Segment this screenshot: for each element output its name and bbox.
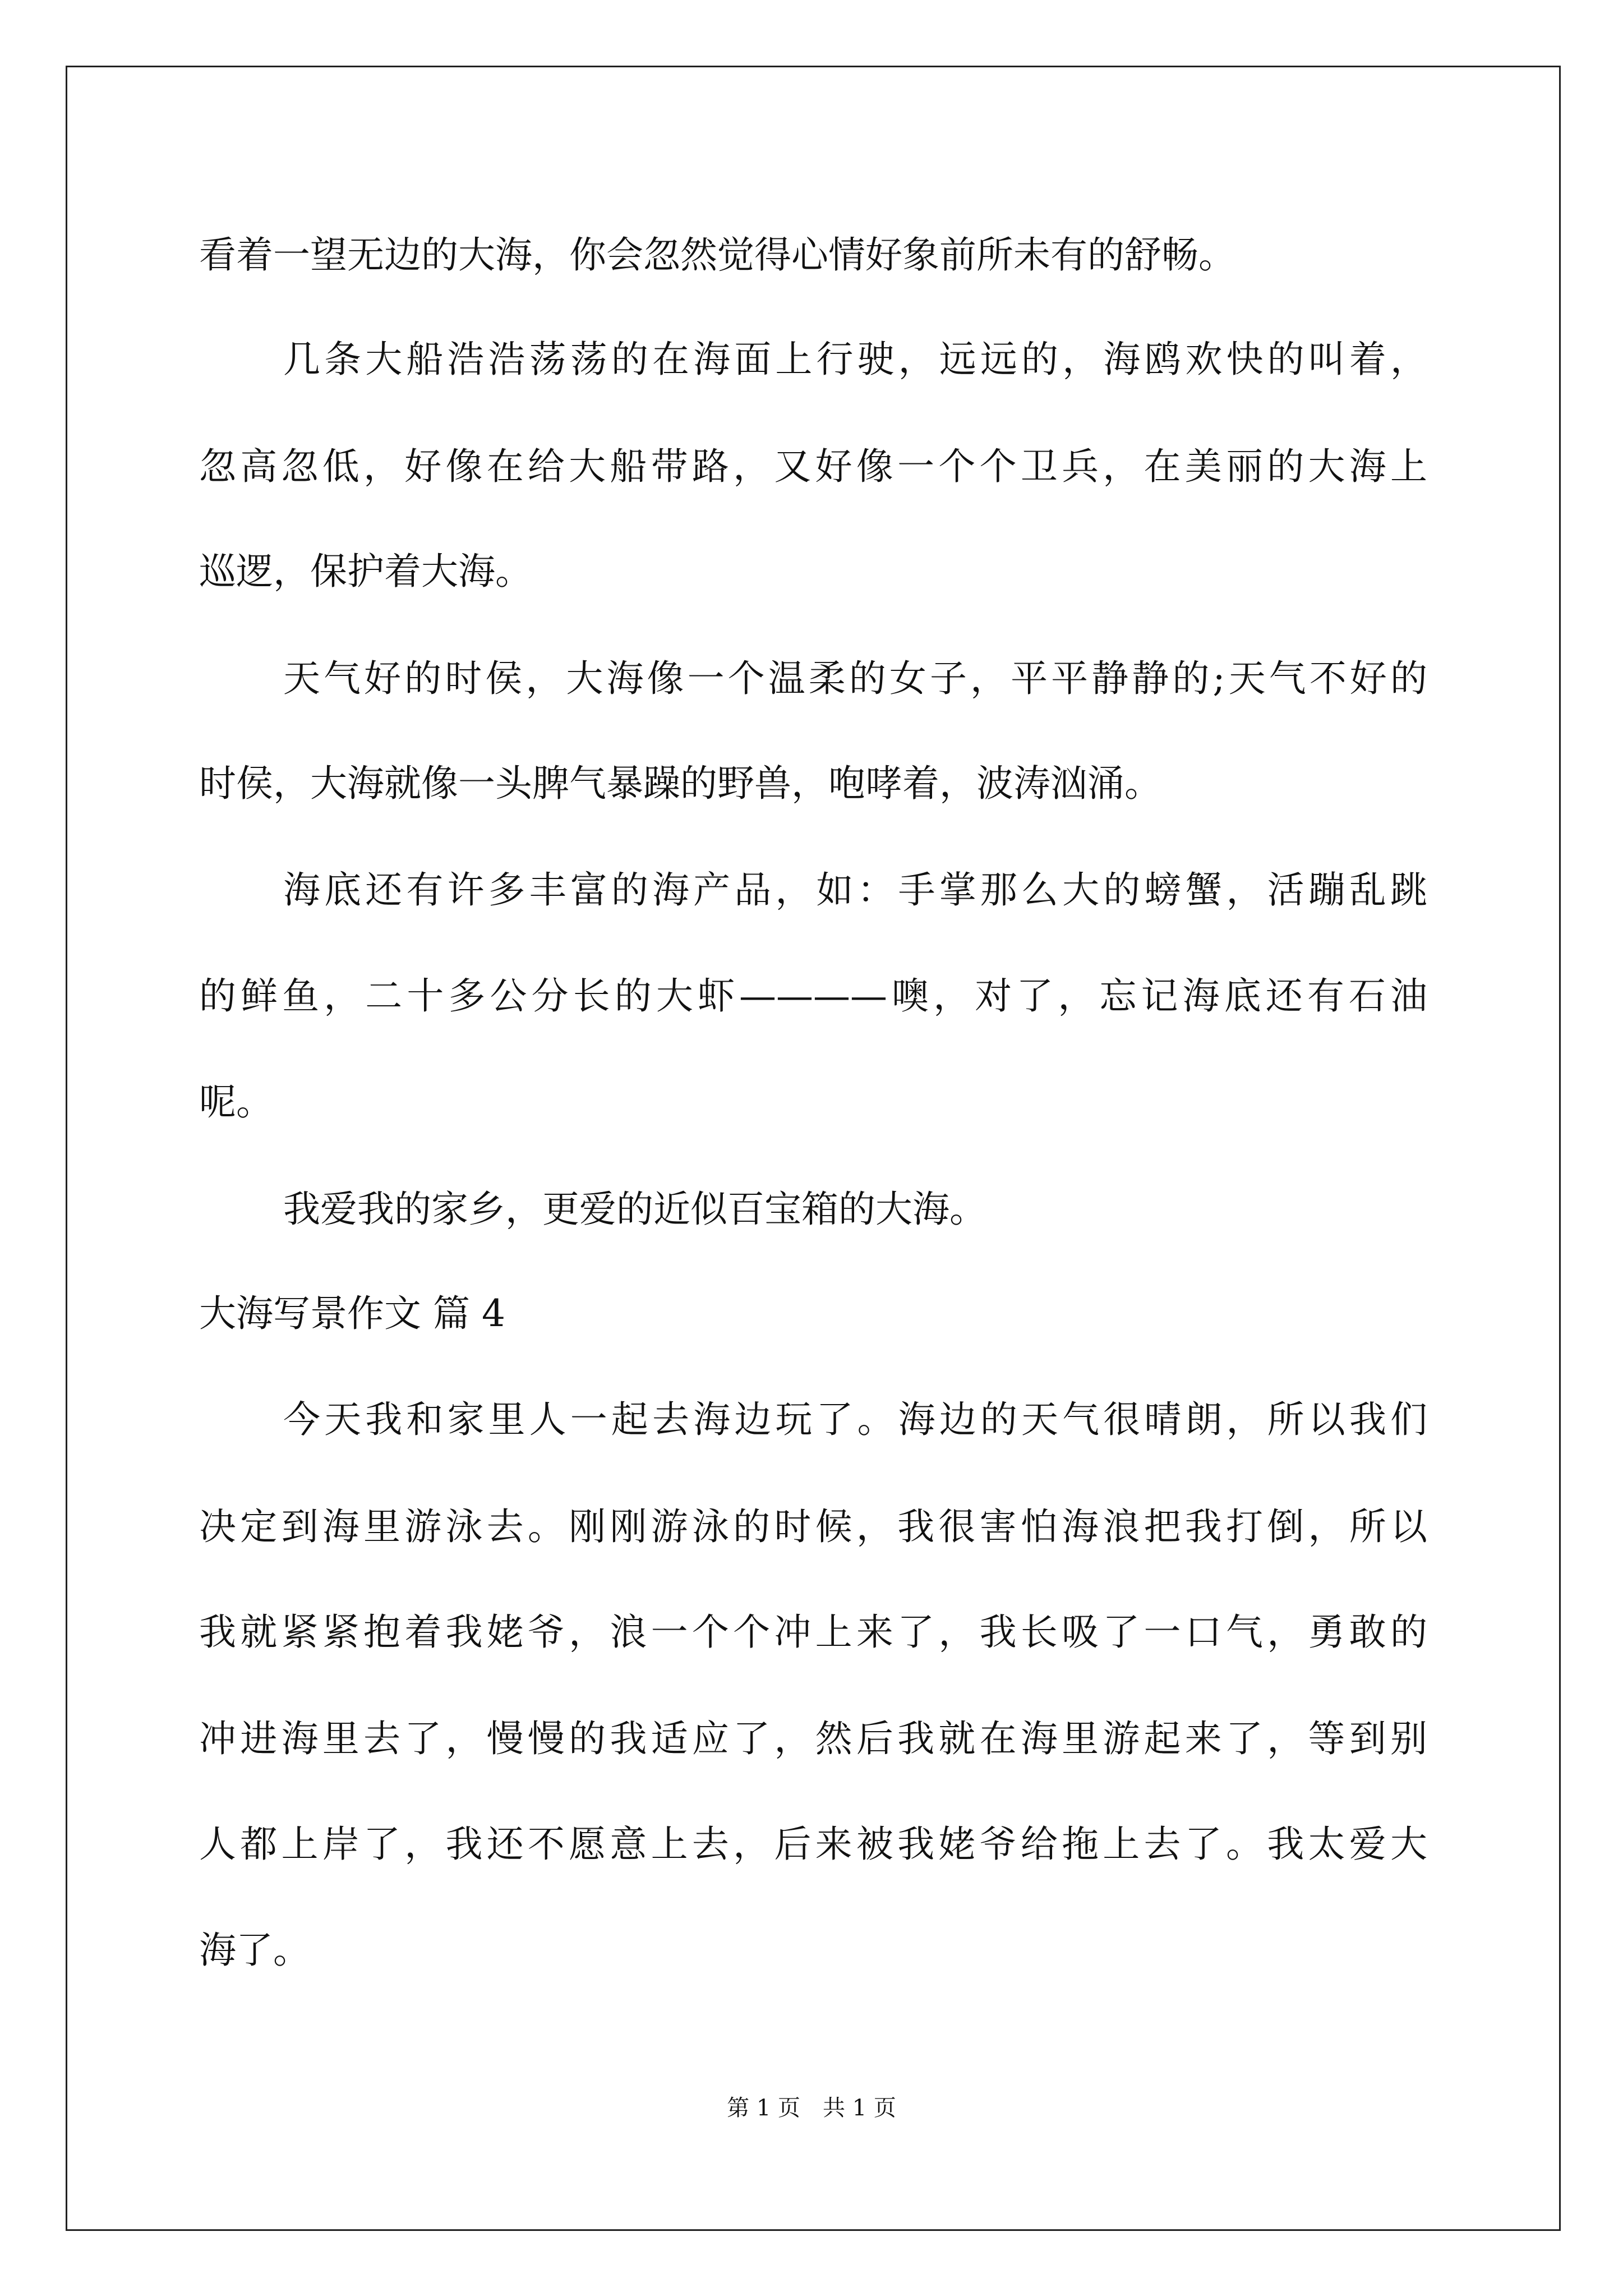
page-frame bbox=[66, 66, 1561, 2231]
paragraph-line: 时侯，大海就像一头脾气暴躁的野兽，咆哮着，波涛汹涌。 bbox=[199, 762, 1161, 805]
paragraph-line: 我爱我的家乡，更爱的近似百宝箱的大海。 bbox=[283, 1188, 986, 1231]
paragraph-line: 今天我和家里人一起去海边玩了。海边的天气很晴朗，所以我们 bbox=[283, 1398, 1427, 1441]
paragraph-line: 的鲜鱼，二十多公分长的大虾————噢，对了，忘记海底还有石油 bbox=[199, 974, 1427, 1018]
paragraph-line: 决定到海里游泳去。刚刚游泳的时候，我很害怕海浪把我打倒，所以 bbox=[199, 1505, 1427, 1548]
paragraph-line: 呢。 bbox=[199, 1080, 273, 1124]
paragraph-line: 看着一望无边的大海，你会忽然觉得心情好象前所未有的舒畅。 bbox=[199, 233, 1235, 277]
paragraph-line: 人都上岸了，我还不愿意上去，后来被我姥爷给拖上去了。我太爱大 bbox=[199, 1823, 1427, 1866]
paragraph-line: 海了。 bbox=[199, 1929, 310, 1972]
page-footer: 第 1 页 共 1 页 bbox=[727, 2095, 896, 2121]
section-heading: 大海写景作文 篇 4 bbox=[199, 1292, 505, 1335]
paragraph-line: 巡逻，保护着大海。 bbox=[199, 550, 532, 593]
paragraph-line: 冲进海里去了，慢慢的我适应了，然后我就在海里游起来了，等到别 bbox=[199, 1717, 1427, 1760]
paragraph-line: 我就紧紧抱着我姥爷，浪一个个冲上来了，我长吸了一口气，勇敢的 bbox=[199, 1611, 1427, 1654]
paragraph-line: 几条大船浩浩荡荡的在海面上行驶，远远的，海鸥欢快的叫着， bbox=[283, 338, 1427, 381]
paragraph-line: 忽高忽低，好像在给大船带路，又好像一个个卫兵，在美丽的大海上 bbox=[199, 445, 1427, 488]
paragraph-line: 海底还有许多丰富的海产品，如：手掌那么大的螃蟹，活蹦乱跳 bbox=[283, 868, 1427, 912]
paragraph-line: 天气好的时侯，大海像一个温柔的女子，平平静静的;天气不好的 bbox=[283, 657, 1427, 700]
